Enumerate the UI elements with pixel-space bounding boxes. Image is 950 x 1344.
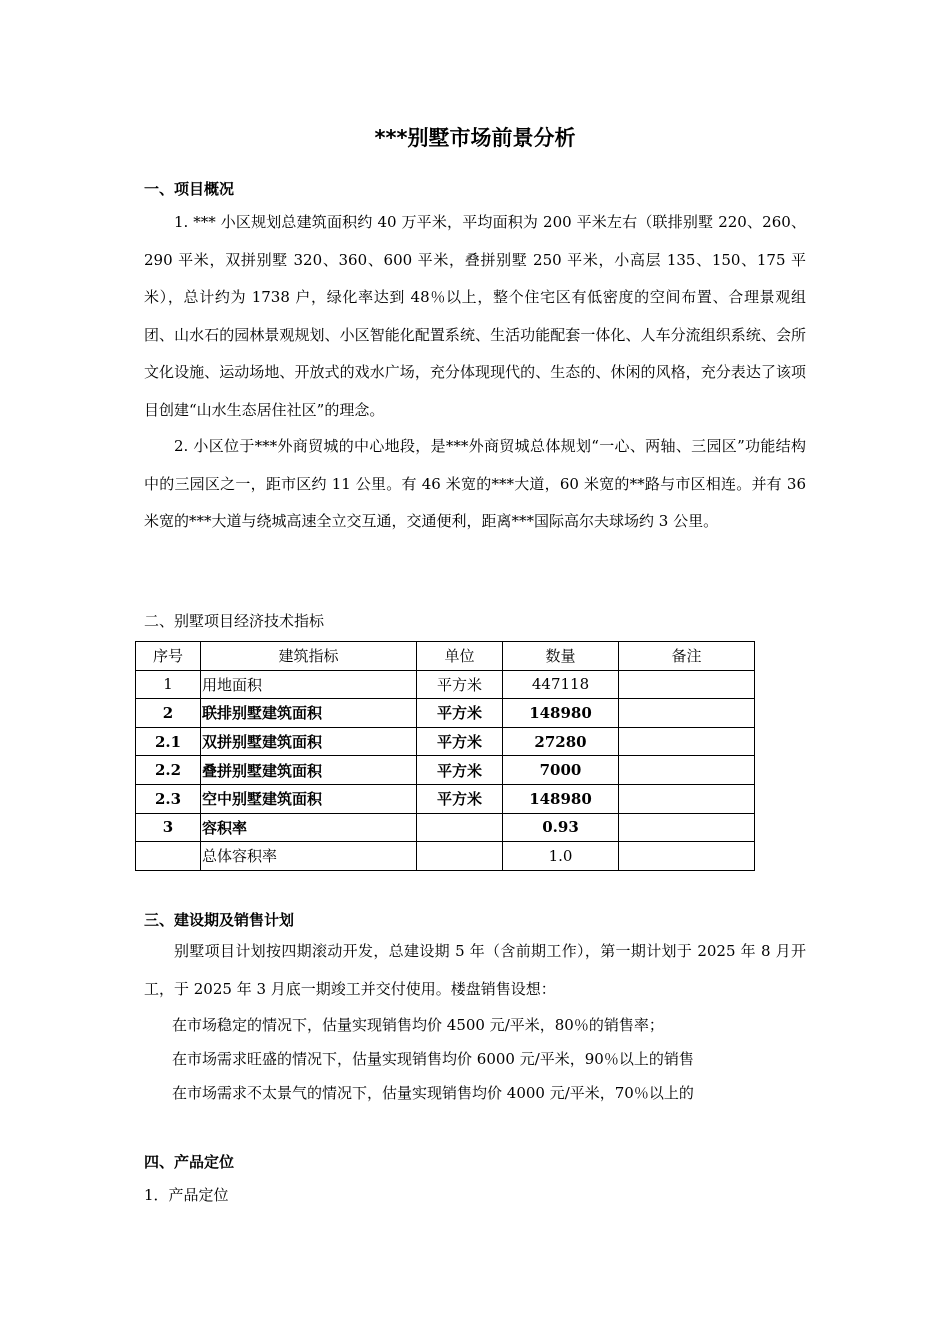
scenario-line-stable: 在市场稳定的情况下，估量实现销售均价 4500 元/平米，80％的销售率； xyxy=(172,1016,664,1034)
overview-paragraph-2: 2. 小区位于***外商贸城的中心地段，是***外商贸城总体规划“一心、两轴、三园区”功能结构中的三园区之一，距市区约 11 公里。有 46 米宽的***大道，60 米宽的**路与市区相连。并有 36 米宽的***大道与绕城高速全立交互通，交通便利，距离***国际高尔夫球场约 3 公里。 xyxy=(144,437,806,530)
scenario-line-strong: 在市场需求旺盛的情况下，估量实现销售均价 6000 元/平米，90％以上的销售 xyxy=(172,1050,694,1068)
indicator-table xyxy=(135,641,755,871)
overview-paragraph-1: 1. *** 小区规划总建筑面积约 40 万平米，平均面积为 200 平米左右（联排别墅 220、260、290 平米，双拼别墅 320、360、600 平米，叠拼别墅 250 平米，小高层 135、150、175 平米），总计约为 1738 户，绿化率达到 48％以上，整个住宅区有低密度的空间布置、合理景观组团、山水石的园林景观规划、小区智能化配置系统、生活功能配套一体化、人车分流组织系统、会所文化设施、运动场地、开放式的戏水广场，充分体现现代的、生态的、休闲的风格，充分表达了该项目创建“山水生态居住社区”的理念。 xyxy=(144,213,806,419)
row-unit: 平方米 xyxy=(417,784,503,813)
row-quantity: 148980 xyxy=(503,699,619,728)
row-name: 叠拼别墅建筑面积 xyxy=(201,756,417,785)
row-name: 总体容积率 xyxy=(201,842,417,871)
scenario-line-weak: 在市场需求不太景气的情况下，估量实现销售均价 4000 元/平米，70％以上的 xyxy=(172,1084,694,1102)
positioning-item: 1．产品定位 xyxy=(144,1186,229,1204)
row-note xyxy=(619,842,755,871)
table-header-row xyxy=(136,642,755,671)
header-cell: 备注 xyxy=(619,642,755,671)
row-unit: 平方米 xyxy=(417,727,503,756)
row-number xyxy=(136,842,201,871)
row-name: 用地面积 xyxy=(201,670,417,699)
row-number: 2.1 xyxy=(136,727,201,756)
row-note xyxy=(619,699,755,728)
row-note xyxy=(619,756,755,785)
section-heading-overview: 一、项目概况 xyxy=(144,180,235,198)
row-unit: 平方米 xyxy=(417,699,503,728)
table-row xyxy=(136,813,755,842)
row-quantity: 1.0 xyxy=(503,842,619,871)
row-quantity: 7000 xyxy=(503,756,619,785)
row-number: 2.2 xyxy=(136,756,201,785)
row-quantity: 27280 xyxy=(503,727,619,756)
row-note xyxy=(619,670,755,699)
row-note xyxy=(619,813,755,842)
row-name: 空中别墅建筑面积 xyxy=(201,784,417,813)
table-row xyxy=(136,784,755,813)
header-cell: 序号 xyxy=(136,642,201,671)
row-unit: 平方米 xyxy=(417,670,503,699)
table-row xyxy=(136,670,755,699)
section-heading-positioning: 四、产品定位 xyxy=(144,1153,235,1171)
row-unit: 平方米 xyxy=(417,756,503,785)
table-row xyxy=(136,756,755,785)
row-note xyxy=(619,784,755,813)
table-caption: 二、别墅项目经济技术指标 xyxy=(144,612,325,630)
row-name: 双拼别墅建筑面积 xyxy=(201,727,417,756)
header-cell: 数量 xyxy=(503,642,619,671)
header-cell: 建筑指标 xyxy=(201,642,417,671)
row-number: 2.3 xyxy=(136,784,201,813)
row-unit xyxy=(417,813,503,842)
row-quantity: 148980 xyxy=(503,784,619,813)
row-number: 1 xyxy=(136,670,201,699)
row-note xyxy=(619,727,755,756)
row-quantity: 447118 xyxy=(503,670,619,699)
schedule-paragraph: 别墅项目计划按四期滚动开发，总建设期 5 年（含前期工作），第一期计划于 2025 年 8 月开工，于 2025 年 3 月底一期竣工并交付使用。楼盘销售设想： xyxy=(144,942,806,998)
row-number: 3 xyxy=(136,813,201,842)
row-number: 2 xyxy=(136,699,201,728)
section-heading-schedule: 三、建设期及销售计划 xyxy=(144,911,295,929)
table-row xyxy=(136,842,755,871)
table-row xyxy=(136,699,755,728)
document-title: ***别墅市场前景分析 xyxy=(374,126,576,150)
header-cell: 单位 xyxy=(417,642,503,671)
row-name: 容积率 xyxy=(201,813,417,842)
table-row xyxy=(136,727,755,756)
row-name: 联排别墅建筑面积 xyxy=(201,699,417,728)
row-unit xyxy=(417,842,503,871)
row-quantity: 0.93 xyxy=(503,813,619,842)
